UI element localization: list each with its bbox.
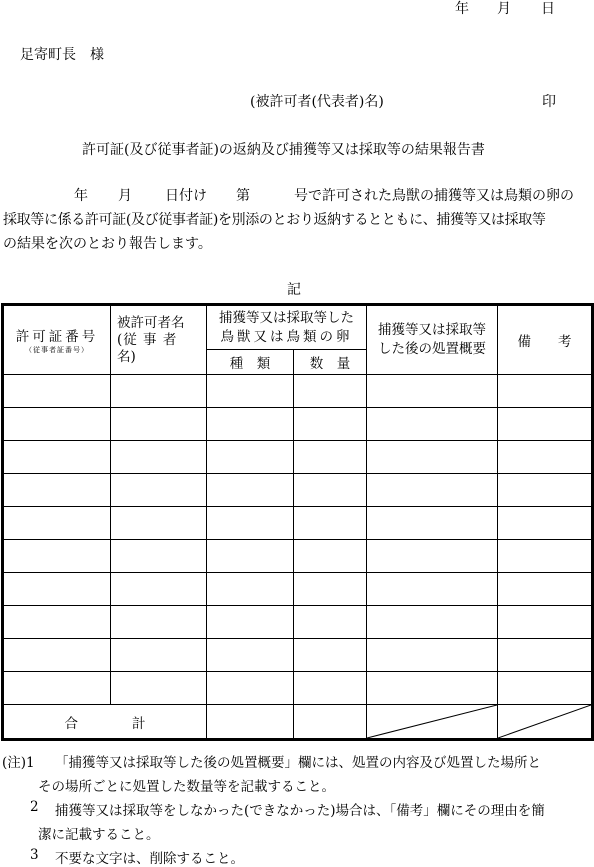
disposal-cell[interactable]	[367, 507, 498, 540]
note-1-text: 「捕獲等又は採取等した後の処置概要」欄には、処置の内容及び処置した場所と	[55, 755, 541, 771]
remarks-cell[interactable]	[498, 507, 592, 540]
holder-cell[interactable]	[111, 441, 207, 474]
holder-cell[interactable]	[111, 606, 207, 639]
total-remarks-cell-struck	[498, 705, 592, 739]
header-disposal	[367, 306, 498, 375]
kind-cell[interactable]	[207, 672, 294, 705]
remarks-cell[interactable]	[498, 606, 592, 639]
permit-no-cell[interactable]	[4, 639, 111, 672]
header-caught	[207, 306, 367, 350]
body-year: 年	[74, 188, 88, 204]
holder-cell[interactable]	[111, 408, 207, 441]
table-row	[4, 606, 592, 639]
permit-no-cell[interactable]	[4, 672, 111, 705]
note-2-cont: 潔に記載すること。	[38, 827, 160, 843]
total-label: 合 計	[4, 705, 207, 739]
kind-cell[interactable]	[207, 606, 294, 639]
header-disposal-l2: した後の処置概要	[378, 341, 486, 357]
table-row	[4, 672, 592, 705]
remarks-cell[interactable]	[498, 573, 592, 606]
disposal-cell[interactable]	[367, 540, 498, 573]
remarks-cell[interactable]	[498, 375, 592, 408]
ki-label: 記	[287, 282, 301, 298]
header-caught-l2: 鳥獣又は鳥類の卵	[220, 328, 353, 345]
note-2-text: 捕獲等又は採取等をしなかった(できなかった)場合は、「備考」欄にその理由を簡	[55, 803, 545, 819]
kind-cell[interactable]	[207, 441, 294, 474]
report-table	[3, 305, 592, 739]
holder-cell[interactable]	[111, 507, 207, 540]
date-year-label: 年	[455, 1, 469, 17]
remarks-cell[interactable]	[498, 639, 592, 672]
remarks-cell[interactable]	[498, 672, 592, 705]
body-month: 月	[118, 188, 132, 204]
note-2-num: 2	[30, 799, 39, 815]
header-permit-no	[4, 306, 111, 375]
holder-cell[interactable]	[111, 672, 207, 705]
body-line3: の結果を次のとおり報告します。	[3, 236, 212, 252]
table-row	[4, 474, 592, 507]
header-caught-l1: 捕獲等又は採取等した	[219, 309, 354, 326]
body-line2: 採取等に係る許可証(及び従事者証)を別添のとおり返納するとともに、捕獲等又は採取等	[3, 212, 546, 228]
date-month-label: 月	[497, 1, 511, 17]
qty-cell[interactable]	[294, 573, 367, 606]
qty-cell[interactable]	[294, 375, 367, 408]
diagonal-strike	[498, 705, 591, 738]
kind-cell[interactable]	[207, 474, 294, 507]
date-day-label: 日	[541, 1, 555, 17]
table-row	[4, 540, 592, 573]
total-disposal-cell-struck	[367, 705, 498, 739]
table-row	[4, 639, 592, 672]
table-row	[4, 441, 592, 474]
note-1-num: (注)1	[2, 755, 35, 771]
body-line1-rest: 号で許可された鳥獣の捕獲等又は鳥類の卵の	[294, 188, 574, 204]
kind-cell[interactable]	[207, 639, 294, 672]
holder-cell[interactable]	[111, 540, 207, 573]
header-holder	[111, 306, 207, 375]
disposal-cell[interactable]	[367, 573, 498, 606]
note-1-cont: その場所ごとに処置した数量等を記載すること。	[38, 779, 335, 795]
permit-no-cell[interactable]	[4, 474, 111, 507]
qty-cell[interactable]	[294, 672, 367, 705]
disposal-cell[interactable]	[367, 474, 498, 507]
header-holder-l1: 被許可者名	[117, 314, 185, 331]
header-kind: 種 類	[207, 350, 294, 375]
header-permit-no-label: 許可証番号	[15, 329, 99, 345]
permit-no-cell[interactable]	[4, 507, 111, 540]
header-qty: 数 量	[294, 350, 367, 375]
table-row	[4, 375, 592, 408]
header-permit-no-sub: （従事者証番号）	[25, 346, 89, 354]
total-kind-cell[interactable]	[207, 705, 294, 739]
qty-cell[interactable]	[294, 540, 367, 573]
body-day: 日付け	[165, 188, 207, 204]
disposal-cell[interactable]	[367, 375, 498, 408]
kind-cell[interactable]	[207, 375, 294, 408]
diagonal-strike	[367, 705, 497, 738]
kind-cell[interactable]	[207, 408, 294, 441]
kind-cell[interactable]	[207, 507, 294, 540]
kind-cell[interactable]	[207, 540, 294, 573]
document-title: 許可証(及び従事者証)の返納及び捕獲等又は採取等の結果報告書	[82, 142, 485, 158]
remarks-cell[interactable]	[498, 408, 592, 441]
seal-mark: 印	[542, 94, 556, 110]
remarks-cell[interactable]	[498, 540, 592, 573]
qty-cell[interactable]	[294, 474, 367, 507]
kind-cell[interactable]	[207, 573, 294, 606]
disposal-cell[interactable]	[367, 441, 498, 474]
header-holder-l3: 名)	[117, 348, 136, 365]
permit-no-cell[interactable]	[4, 375, 111, 408]
header-holder-l2: (従 事 者	[117, 331, 178, 348]
remarks-cell[interactable]	[498, 441, 592, 474]
body-dai: 第	[236, 188, 250, 204]
permit-no-cell[interactable]	[4, 540, 111, 573]
total-qty-cell[interactable]	[294, 705, 367, 739]
table-row	[4, 573, 592, 606]
holder-cell[interactable]	[111, 474, 207, 507]
disposal-cell[interactable]	[367, 408, 498, 441]
header-disposal-l1: 捕獲等又は採取等	[378, 322, 486, 338]
holder-cell[interactable]	[111, 573, 207, 606]
table-row	[4, 408, 592, 441]
remarks-cell[interactable]	[498, 474, 592, 507]
sender-label: (被許可者(代表者)名)	[250, 94, 384, 110]
table-body	[4, 375, 592, 705]
disposal-cell[interactable]	[367, 672, 498, 705]
qty-cell[interactable]	[294, 441, 367, 474]
holder-cell[interactable]	[111, 639, 207, 672]
qty-cell[interactable]	[294, 606, 367, 639]
header-remarks: 備 考	[498, 306, 592, 375]
permit-no-cell[interactable]	[4, 408, 111, 441]
permit-no-cell[interactable]	[4, 573, 111, 606]
qty-cell[interactable]	[294, 639, 367, 672]
qty-cell[interactable]	[294, 507, 367, 540]
table-row	[4, 507, 592, 540]
disposal-cell[interactable]	[367, 606, 498, 639]
disposal-cell[interactable]	[367, 639, 498, 672]
note-3-text: 不要な文字は、削除すること。	[55, 851, 244, 867]
qty-cell[interactable]	[294, 408, 367, 441]
permit-no-cell[interactable]	[4, 441, 111, 474]
note-3-num: 3	[30, 847, 39, 863]
permit-no-cell[interactable]	[4, 606, 111, 639]
addressee: 足寄町長 様	[20, 47, 104, 63]
holder-cell[interactable]	[111, 375, 207, 408]
